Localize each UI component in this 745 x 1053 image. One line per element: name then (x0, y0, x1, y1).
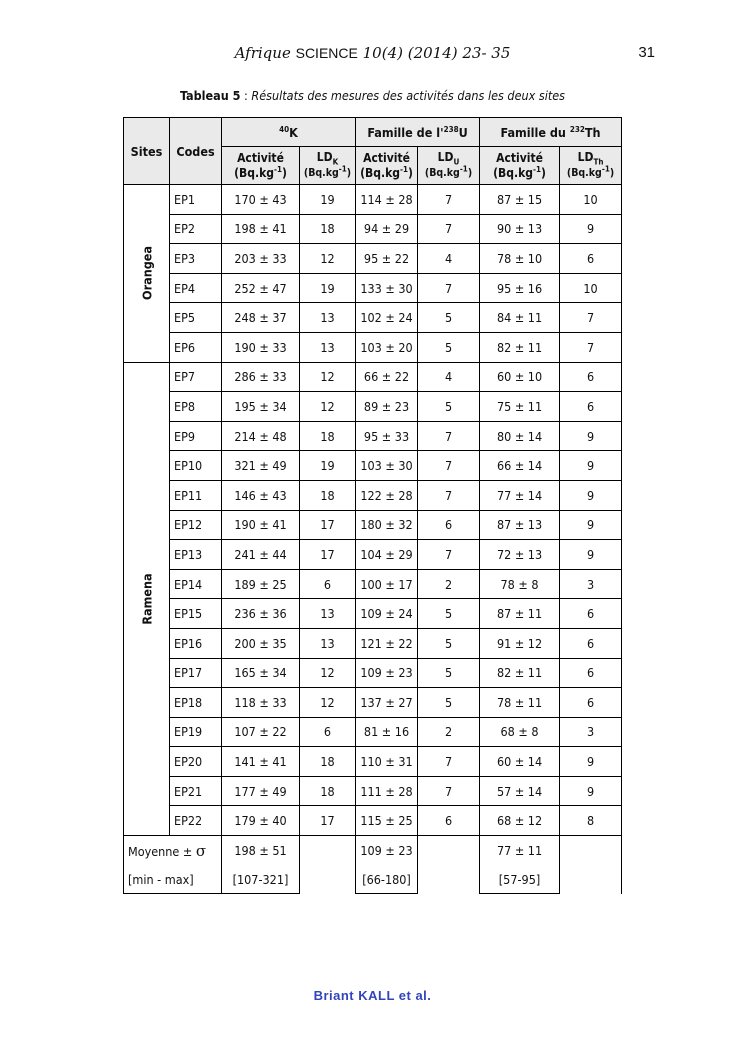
ld-u-cell: 7 (418, 776, 480, 806)
ld-th-cell: 9 (560, 451, 622, 481)
activity-label: Activité (496, 150, 543, 165)
code-cell: EP14 (170, 569, 222, 599)
ld-k-cell: 6 (300, 569, 356, 599)
ld-u-cell: 4 (418, 362, 480, 392)
ld-u-cell: 2 (418, 717, 480, 747)
activity-u-cell: 102 ± 24 (356, 303, 418, 333)
results-table (123, 117, 622, 894)
code-cell: EP12 (170, 510, 222, 540)
code-cell: EP17 (170, 658, 222, 688)
ld-u-cell: 7 (418, 451, 480, 481)
ld-k-cell: 19 (300, 273, 356, 303)
activity-u-cell: 103 ± 30 (356, 451, 418, 481)
ld-th-cell: 8 (560, 806, 622, 836)
activity-unit: $(Bq.kg^{-1})$ (493, 164, 546, 180)
code-cell: EP8 (170, 392, 222, 422)
header-group-th (480, 118, 622, 147)
code-cell: EP19 (170, 717, 222, 747)
ld-th-cell: 9 (560, 776, 622, 806)
activity-k-cell: 248 ± 37 (222, 303, 300, 333)
code-cell: EP7 (170, 362, 222, 392)
code-cell: EP22 (170, 806, 222, 836)
activity-u-cell: 100 ± 17 (356, 569, 418, 599)
activity-k-cell: 189 ± 25 (222, 569, 300, 599)
ld-k-cell: 17 (300, 540, 356, 570)
range-th-cell: [57-95] (480, 865, 560, 894)
activity-u-cell: 95 ± 33 (356, 421, 418, 451)
ld-th-cell: 6 (560, 628, 622, 658)
activity-th-cell: 60 ± 14 (480, 747, 560, 777)
ld-th-cell: 6 (560, 392, 622, 422)
activity-u-cell: 104 ± 29 (356, 540, 418, 570)
ld-th-cell: 7 (560, 303, 622, 333)
table-caption (0, 88, 745, 103)
header-group-u (356, 118, 480, 147)
code-cell: EP21 (170, 776, 222, 806)
ld-th-cell: 3 (560, 717, 622, 747)
ld-u-cell: 7 (418, 185, 480, 215)
ld-u-cell: 6 (418, 806, 480, 836)
header-activity-th (480, 147, 560, 185)
ld-k-cell: 18 (300, 480, 356, 510)
code-cell: EP6 (170, 332, 222, 362)
ld-u-cell: 5 (418, 392, 480, 422)
ld-th-cell: 7 (560, 332, 622, 362)
table-row (124, 569, 622, 599)
ld-th-cell: 9 (560, 747, 622, 777)
k-isotope-number: 40 (279, 124, 290, 134)
mean-label: Moyenne ± σ (124, 836, 222, 866)
ld-k-cell: 18 (300, 214, 356, 244)
ld-u-cell: 7 (418, 421, 480, 451)
activity-k-cell: 165 ± 34 (222, 658, 300, 688)
activity-th-cell: 72 ± 13 (480, 540, 560, 570)
ld-u-cell: 7 (418, 273, 480, 303)
table-row (124, 392, 622, 422)
activity-label: Activité (363, 150, 410, 165)
code-cell: EP4 (170, 273, 222, 303)
table-body (124, 185, 622, 894)
mean-u-cell: 109 ± 23 (356, 836, 418, 866)
activity-u-cell: 109 ± 24 (356, 599, 418, 629)
journal-science: SCIENCE (295, 45, 358, 61)
activity-u-cell: 122 ± 28 (356, 480, 418, 510)
activity-th-cell: 82 ± 11 (480, 332, 560, 362)
activity-u-cell: 103 ± 20 (356, 332, 418, 362)
code-cell: EP13 (170, 540, 222, 570)
site-label: Ramena (139, 573, 154, 625)
activity-u-cell: 111 ± 28 (356, 776, 418, 806)
activity-th-cell: 77 ± 14 (480, 480, 560, 510)
activity-u-cell: 121 ± 22 (356, 628, 418, 658)
table-row (124, 303, 622, 333)
header-codes: Codes (170, 118, 222, 185)
caption-label: Tableau 5 (179, 88, 241, 103)
activity-k-cell: 177 ± 49 (222, 776, 300, 806)
ld-k-cell: 12 (300, 688, 356, 718)
ld-th-cell: 9 (560, 421, 622, 451)
table-row (124, 688, 622, 718)
caption-separator: : (240, 88, 252, 103)
ld-unit: $(Bq.kg^{-1})$ (566, 164, 615, 179)
ld-u-cell: 6 (418, 510, 480, 540)
activity-th-cell: 78 ± 11 (480, 688, 560, 718)
th-symbol: Th (584, 124, 601, 140)
ld-k-cell: 19 (300, 185, 356, 215)
code-cell: EP5 (170, 303, 222, 333)
page-number: 31 (638, 44, 655, 61)
ld-k-cell: 18 (300, 747, 356, 777)
th-isotope-number: 232 (569, 124, 585, 134)
activity-u-cell: 109 ± 23 (356, 658, 418, 688)
table-row (124, 776, 622, 806)
activity-u-cell: 81 ± 16 (356, 717, 418, 747)
ld-k-cell: 12 (300, 362, 356, 392)
activity-k-cell: 107 ± 22 (222, 717, 300, 747)
header-activity-u (356, 147, 418, 185)
ld-th-cell: 6 (560, 658, 622, 688)
activity-th-cell: 95 ± 16 (480, 273, 560, 303)
range-u-cell: [66-180] (356, 865, 418, 894)
code-cell: EP1 (170, 185, 222, 215)
activity-k-cell: 141 ± 41 (222, 747, 300, 777)
table-row (124, 806, 622, 836)
journal-prefix: Afrique (234, 44, 291, 62)
summary-range-row (124, 865, 622, 894)
activity-u-cell: 95 ± 22 (356, 244, 418, 274)
activity-th-cell: 66 ± 14 (480, 451, 560, 481)
header-ld-th: $LD_{Th}$ $(Bq.kg^{-1})$ (560, 147, 622, 185)
header-activity-k (222, 147, 300, 185)
ld-k-cell: 13 (300, 303, 356, 333)
table-row (124, 658, 622, 688)
ld-k-cell: 6 (300, 717, 356, 747)
ld-k-cell: 19 (300, 451, 356, 481)
ld-unit: $(Bq.kg^{-1})$ (424, 164, 473, 179)
site-label: Orangea (139, 246, 154, 301)
ld-u-cell: 5 (418, 658, 480, 688)
table-row (124, 332, 622, 362)
ld-k-cell: 18 (300, 421, 356, 451)
code-cell: EP11 (170, 480, 222, 510)
table-row (124, 717, 622, 747)
activity-unit: $(Bq.kg^{-1})$ (234, 164, 287, 180)
ld-k-cell: 12 (300, 658, 356, 688)
activity-k-cell: 286 ± 33 (222, 362, 300, 392)
table-row (124, 421, 622, 451)
range-label: [min - max] (124, 865, 222, 894)
ld-th-cell: 6 (560, 244, 622, 274)
table-row (124, 510, 622, 540)
activity-th-cell: 87 ± 15 (480, 185, 560, 215)
activity-u-cell: 66 ± 22 (356, 362, 418, 392)
activity-k-cell: 203 ± 33 (222, 244, 300, 274)
ld-u-cell: 5 (418, 303, 480, 333)
ld-th-cell: 10 (560, 273, 622, 303)
table-row (124, 599, 622, 629)
u-isotope-number: 238 (443, 124, 459, 134)
ld-th-cell: 9 (560, 214, 622, 244)
journal-title (0, 44, 745, 62)
ld-k-cell: 17 (300, 806, 356, 836)
activity-th-cell: 82 ± 11 (480, 658, 560, 688)
activity-th-cell: 87 ± 11 (480, 599, 560, 629)
activity-th-cell: 91 ± 12 (480, 628, 560, 658)
mean-k-cell: 198 ± 51 (222, 836, 300, 866)
site-ramena (124, 362, 170, 836)
activity-u-cell: 115 ± 25 (356, 806, 418, 836)
activity-u-cell: 89 ± 23 (356, 392, 418, 422)
activity-th-cell: 75 ± 11 (480, 392, 560, 422)
ld-th-cell: 9 (560, 480, 622, 510)
ld-k-cell: 13 (300, 332, 356, 362)
activity-k-cell: 190 ± 41 (222, 510, 300, 540)
activity-k-cell: 195 ± 34 (222, 392, 300, 422)
activity-th-cell: 78 ± 8 (480, 569, 560, 599)
activity-th-cell: 68 ± 12 (480, 806, 560, 836)
activity-k-cell: 321 ± 49 (222, 451, 300, 481)
activity-th-cell: 57 ± 14 (480, 776, 560, 806)
ld-u-cell: 5 (418, 628, 480, 658)
empty-cell (418, 836, 480, 894)
ld-k-cell: 18 (300, 776, 356, 806)
table-row (124, 362, 622, 392)
activity-k-cell: 190 ± 33 (222, 332, 300, 362)
activity-k-cell: 198 ± 41 (222, 214, 300, 244)
activity-u-cell: 133 ± 30 (356, 273, 418, 303)
activity-k-cell: 214 ± 48 (222, 421, 300, 451)
ld-k-cell: 17 (300, 510, 356, 540)
activity-u-cell: 137 ± 27 (356, 688, 418, 718)
activity-k-cell: 170 ± 43 (222, 185, 300, 215)
code-cell: EP9 (170, 421, 222, 451)
table-row (124, 628, 622, 658)
ld-u-cell: 5 (418, 332, 480, 362)
ld-th-cell: 10 (560, 185, 622, 215)
ld-u-cell: 5 (418, 688, 480, 718)
ld-u-cell: 2 (418, 569, 480, 599)
ld-u-cell: 5 (418, 599, 480, 629)
k-symbol: K (289, 124, 298, 140)
header-ld-u: $LD_U$ $(Bq.kg^{-1})$ (418, 147, 480, 185)
summary-mean-row (124, 836, 622, 866)
code-cell: EP16 (170, 628, 222, 658)
journal-issue: 10(4) (2014) 23- 35 (362, 44, 511, 62)
ld-unit: $(Bq.kg^{-1})$ (303, 164, 352, 179)
header-ld-k: $LD_K$ $(Bq.kg^{-1})$ (300, 147, 356, 185)
table-row (124, 185, 622, 215)
table-row (124, 244, 622, 274)
u-symbol: U (458, 124, 468, 140)
activity-k-cell: 236 ± 36 (222, 599, 300, 629)
activity-u-cell: 114 ± 28 (356, 185, 418, 215)
ld-u-cell: 7 (418, 540, 480, 570)
ld-u-cell: 7 (418, 214, 480, 244)
table-row (124, 747, 622, 777)
table-row (124, 214, 622, 244)
activity-th-cell: 60 ± 10 (480, 362, 560, 392)
activity-k-cell: 241 ± 44 (222, 540, 300, 570)
ld-u-cell: 4 (418, 244, 480, 274)
ld-k-cell: 13 (300, 599, 356, 629)
ld-th-cell: 9 (560, 510, 622, 540)
activity-th-cell: 80 ± 14 (480, 421, 560, 451)
activity-th-cell: 90 ± 13 (480, 214, 560, 244)
activity-th-cell: 68 ± 8 (480, 717, 560, 747)
activity-u-cell: 110 ± 31 (356, 747, 418, 777)
ld-th-cell: 3 (560, 569, 622, 599)
code-cell: EP2 (170, 214, 222, 244)
activity-unit: $(Bq.kg^{-1})$ (360, 164, 413, 180)
activity-k-cell: 200 ± 35 (222, 628, 300, 658)
activity-k-cell: 118 ± 33 (222, 688, 300, 718)
header-group-k (222, 118, 356, 147)
table-row (124, 273, 622, 303)
activity-th-cell: 87 ± 13 (480, 510, 560, 540)
activity-k-cell: 252 ± 47 (222, 273, 300, 303)
header-sites: Sites (124, 118, 170, 185)
ld-u-cell: 7 (418, 480, 480, 510)
code-cell: EP10 (170, 451, 222, 481)
site-orangea (124, 185, 170, 363)
empty-cell (560, 836, 622, 894)
ld-th-cell: 9 (560, 540, 622, 570)
table-row (124, 451, 622, 481)
activity-k-cell: 146 ± 43 (222, 480, 300, 510)
activity-u-cell: 180 ± 32 (356, 510, 418, 540)
ld-th-cell: 6 (560, 599, 622, 629)
ld-th-cell: 6 (560, 362, 622, 392)
ld-k-cell: 12 (300, 392, 356, 422)
code-cell: EP15 (170, 599, 222, 629)
code-cell: EP18 (170, 688, 222, 718)
ld-k-cell: 13 (300, 628, 356, 658)
th-family-label: Famille du (500, 124, 570, 140)
empty-cell (300, 836, 356, 894)
activity-th-cell: 78 ± 10 (480, 244, 560, 274)
ld-u-cell: 7 (418, 747, 480, 777)
footer-authors: Briant KALL et al. (313, 988, 432, 1003)
range-k-cell: [107-321] (222, 865, 300, 894)
table-row (124, 480, 622, 510)
activity-k-cell: 179 ± 40 (222, 806, 300, 836)
code-cell: EP3 (170, 244, 222, 274)
code-cell: EP20 (170, 747, 222, 777)
activity-th-cell: 84 ± 11 (480, 303, 560, 333)
activity-label: Activité (237, 150, 284, 165)
ld-k-cell: 12 (300, 244, 356, 274)
caption-text: Résultats des mesures des activités dans les deux sites (251, 88, 566, 103)
u-family-label: Famille de l' (367, 124, 444, 140)
table-row (124, 540, 622, 570)
activity-u-cell: 94 ± 29 (356, 214, 418, 244)
ld-th-cell: 6 (560, 688, 622, 718)
page-header (0, 44, 745, 66)
mean-th-cell: 77 ± 11 (480, 836, 560, 866)
